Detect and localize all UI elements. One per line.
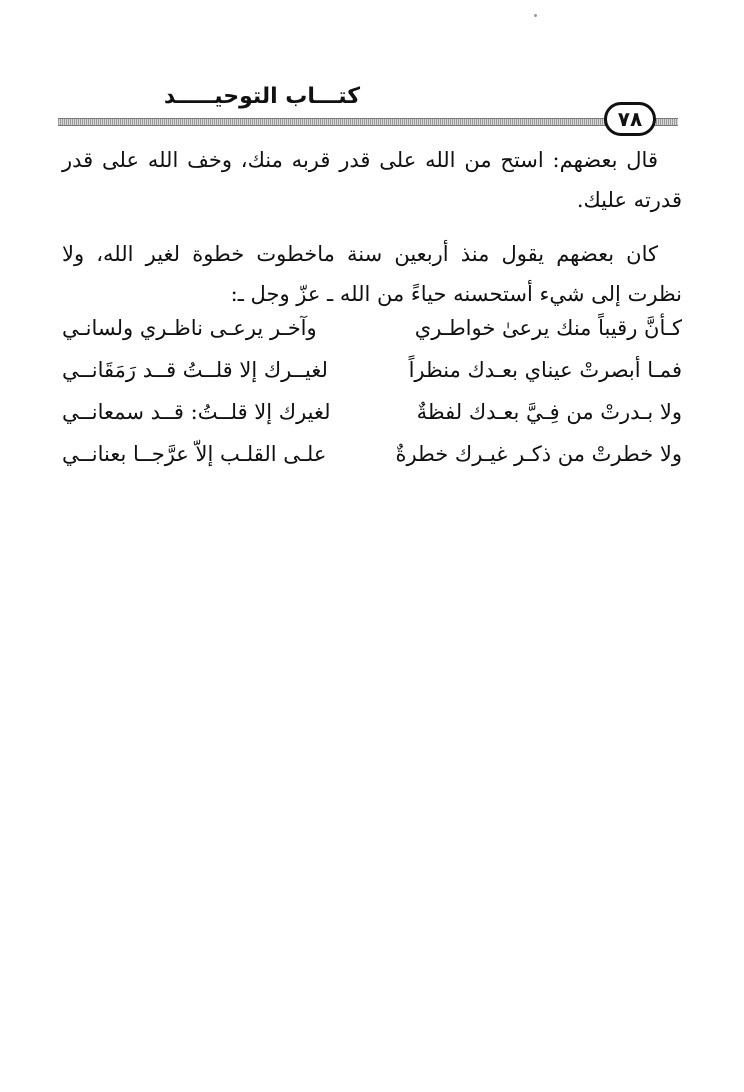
book-title: كتـــاب التوحيـــــد: [163, 84, 360, 109]
poem-verse: [62, 434, 682, 476]
verse-second-half: لغيــرك إلا قلــتُ قــد رَمَقَانــي: [62, 358, 328, 382]
header-rule-end: [654, 118, 678, 126]
page-header: [58, 80, 678, 130]
poem: [62, 308, 682, 476]
paragraph: قال بعضهم: استح من الله على قدر قربه منك، وخف الله على قدر قدرته عليك.: [62, 148, 682, 212]
page-number: ٧٨: [604, 102, 656, 136]
paragraph: كان بعضهم يقول منذ أربعين سنة ماخطوت خطوة لغير الله، ولا نظرت إلى شيء أستحسنه حياءً من الله ـ عزّ وجل ـ:: [62, 242, 682, 306]
verse-first-half: كـأنَّ رقيباً منك يرعىٰ خواطـري: [414, 316, 682, 340]
poem-verse: [62, 308, 682, 350]
poem-verse: [62, 392, 682, 434]
scan-speck: [534, 14, 537, 17]
verse-first-half: فمـا أبصرتْ عيناي بعـدك منظراً: [408, 358, 682, 382]
verse-second-half: وآخـر يرعـى ناظـري ولسانـي: [62, 316, 317, 340]
main-text: [62, 140, 682, 328]
verse-second-half: علـى القلـب إلاّ عرَّجــا بعنانــي: [62, 442, 327, 466]
verse-first-half: ولا بـدرتْ من فِـيَّ بعـدك لفظةٌ: [416, 400, 682, 424]
header-rule: [58, 118, 606, 126]
verse-second-half: لغيرك إلا قلــتُ: قــد سمعانــي: [62, 400, 331, 424]
poem-verse: [62, 350, 682, 392]
verse-first-half: ولا خطرتْ من ذكـر غيـرك خطرةٌ: [395, 442, 682, 466]
